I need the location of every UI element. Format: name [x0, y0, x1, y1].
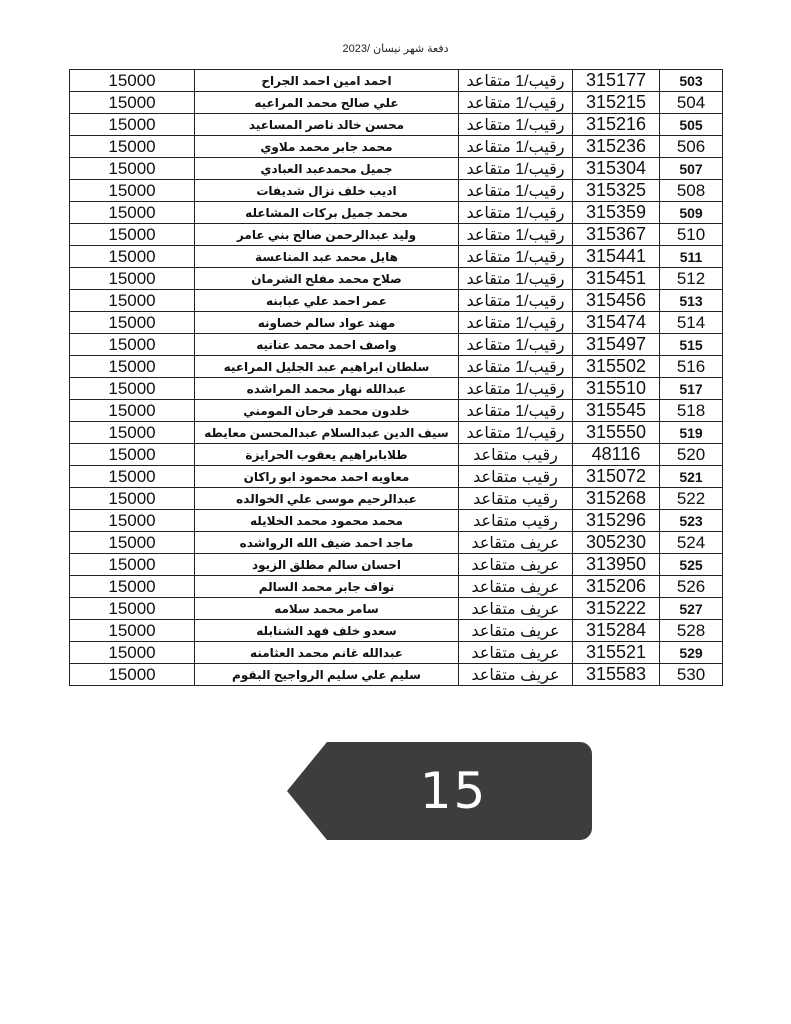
amount-cell: 15000: [70, 246, 195, 268]
id-cell: 315325: [573, 180, 660, 202]
name-cell: عبدالله غانم محمد العثامنه: [195, 642, 459, 664]
id-cell: 315451: [573, 268, 660, 290]
table-row: [70, 422, 723, 444]
rank-cell: عريف متقاعد: [459, 598, 573, 620]
amount-cell: 15000: [70, 202, 195, 224]
rank-cell: رقيب/1 متقاعد: [459, 114, 573, 136]
seq-cell: 507: [660, 158, 723, 180]
amount-cell: 15000: [70, 378, 195, 400]
id-cell: 315268: [573, 488, 660, 510]
amount-cell: 15000: [70, 466, 195, 488]
amount-cell: 15000: [70, 114, 195, 136]
id-cell: 315177: [573, 70, 660, 92]
seq-cell: 527: [660, 598, 723, 620]
table-row: [70, 444, 723, 466]
name-cell: اديب خلف نزال شديفات: [195, 180, 459, 202]
amount-cell: 15000: [70, 444, 195, 466]
table-row: [70, 268, 723, 290]
name-cell: محسن خالد ناصر المساعيد: [195, 114, 459, 136]
name-cell: سليم علي سليم الرواجيح البقوم: [195, 664, 459, 686]
amount-cell: 15000: [70, 180, 195, 202]
name-cell: معاويه احمد محمود ابو راكان: [195, 466, 459, 488]
id-cell: 305230: [573, 532, 660, 554]
rank-cell: عريف متقاعد: [459, 576, 573, 598]
amount-cell: 15000: [70, 158, 195, 180]
amount-cell: 15000: [70, 510, 195, 532]
table-row: [70, 356, 723, 378]
seq-cell: 521: [660, 466, 723, 488]
table-row: [70, 202, 723, 224]
name-cell: سعدو خلف فهد الشنابله: [195, 620, 459, 642]
name-cell: سلطان ابراهيم عبد الجليل المراعيه: [195, 356, 459, 378]
seq-cell: 505: [660, 114, 723, 136]
rank-cell: رقيب/1 متقاعد: [459, 290, 573, 312]
seq-cell: 506: [660, 136, 723, 158]
table-row: [70, 510, 723, 532]
seq-cell: 520: [660, 444, 723, 466]
name-cell: جميل محمدعبد العبادي: [195, 158, 459, 180]
name-cell: محمد جابر محمد ملاوي: [195, 136, 459, 158]
seq-cell: 509: [660, 202, 723, 224]
amount-cell: 15000: [70, 356, 195, 378]
seq-cell: 529: [660, 642, 723, 664]
amount-cell: 15000: [70, 92, 195, 114]
seq-cell: 519: [660, 422, 723, 444]
rank-cell: رقيب متقاعد: [459, 510, 573, 532]
amount-cell: 15000: [70, 136, 195, 158]
id-cell: 315367: [573, 224, 660, 246]
seq-cell: 510: [660, 224, 723, 246]
table-row: [70, 532, 723, 554]
table-row: [70, 92, 723, 114]
rank-cell: رقيب/1 متقاعد: [459, 334, 573, 356]
page-title: دفعة شهر نيسان /2023: [342, 43, 449, 55]
table-row: [70, 466, 723, 488]
id-cell: 315359: [573, 202, 660, 224]
id-cell: 315206: [573, 576, 660, 598]
seq-cell: 512: [660, 268, 723, 290]
rank-cell: رقيب/1 متقاعد: [459, 202, 573, 224]
table-row: [70, 554, 723, 576]
table-row: [70, 180, 723, 202]
id-cell: 315215: [573, 92, 660, 114]
id-cell: 315296: [573, 510, 660, 532]
table-row: [70, 246, 723, 268]
rank-cell: رقيب/1 متقاعد: [459, 356, 573, 378]
table-row: [70, 378, 723, 400]
amount-cell: 15000: [70, 268, 195, 290]
id-cell: 315236: [573, 136, 660, 158]
table-row: [70, 224, 723, 246]
seq-cell: 511: [660, 246, 723, 268]
seq-cell: 525: [660, 554, 723, 576]
amount-cell: 15000: [70, 664, 195, 686]
seq-cell: 523: [660, 510, 723, 532]
rank-cell: رقيب/1 متقاعد: [459, 378, 573, 400]
id-cell: 313950: [573, 554, 660, 576]
id-cell: 315474: [573, 312, 660, 334]
rank-cell: رقيب/1 متقاعد: [459, 312, 573, 334]
id-cell: 48116: [573, 444, 660, 466]
amount-cell: 15000: [70, 576, 195, 598]
table-row: [70, 598, 723, 620]
rank-cell: عريف متقاعد: [459, 620, 573, 642]
table-row: [70, 312, 723, 334]
table-row: [70, 334, 723, 356]
name-cell: احسان سالم مطلق الزيود: [195, 554, 459, 576]
amount-cell: 15000: [70, 642, 195, 664]
seq-cell: 518: [660, 400, 723, 422]
id-cell: 315550: [573, 422, 660, 444]
seq-cell: 522: [660, 488, 723, 510]
name-cell: طلابابراهيم يعقوب الحرايزة: [195, 444, 459, 466]
seq-cell: 513: [660, 290, 723, 312]
table-row: [70, 400, 723, 422]
name-cell: محمد جميل بركات المشاعله: [195, 202, 459, 224]
seq-cell: 530: [660, 664, 723, 686]
name-cell: عبدالرحيم موسى علي الخوالده: [195, 488, 459, 510]
rank-cell: رقيب متقاعد: [459, 444, 573, 466]
amount-cell: 15000: [70, 312, 195, 334]
rank-cell: رقيب متقاعد: [459, 488, 573, 510]
table-row: [70, 290, 723, 312]
amount-cell: 15000: [70, 598, 195, 620]
name-cell: صلاح محمد مفلح الشرمان: [195, 268, 459, 290]
rank-cell: عريف متقاعد: [459, 554, 573, 576]
rank-cell: رقيب/1 متقاعد: [459, 92, 573, 114]
table-row: [70, 620, 723, 642]
id-cell: 315497: [573, 334, 660, 356]
id-cell: 315510: [573, 378, 660, 400]
seq-cell: 503: [660, 70, 723, 92]
amount-cell: 15000: [70, 334, 195, 356]
rank-cell: رقيب/1 متقاعد: [459, 246, 573, 268]
seq-cell: 515: [660, 334, 723, 356]
name-cell: وليد عبدالرحمن صالح بني عامر: [195, 224, 459, 246]
id-cell: 315521: [573, 642, 660, 664]
seq-cell: 526: [660, 576, 723, 598]
amount-cell: 15000: [70, 290, 195, 312]
rank-cell: رقيب/1 متقاعد: [459, 400, 573, 422]
name-cell: عبدالله نهار محمد المراشده: [195, 378, 459, 400]
rank-cell: عريف متقاعد: [459, 532, 573, 554]
name-cell: واصف احمد محمد عنانيه: [195, 334, 459, 356]
records-table: [69, 69, 723, 686]
table-row: [70, 114, 723, 136]
name-cell: سيف الدين عبدالسلام عبدالمحسن معايطه: [195, 422, 459, 444]
page-number: 15: [419, 762, 488, 820]
seq-cell: 516: [660, 356, 723, 378]
id-cell: 315072: [573, 466, 660, 488]
name-cell: نواف جابر محمد السالم: [195, 576, 459, 598]
amount-cell: 15000: [70, 488, 195, 510]
table-row: [70, 488, 723, 510]
name-cell: احمد امين احمد الجراح: [195, 70, 459, 92]
rank-cell: رقيب/1 متقاعد: [459, 180, 573, 202]
id-cell: 315222: [573, 598, 660, 620]
page-number-container: [287, 742, 592, 840]
id-cell: 315545: [573, 400, 660, 422]
rank-cell: رقيب/1 متقاعد: [459, 136, 573, 158]
id-cell: 315284: [573, 620, 660, 642]
id-cell: 315583: [573, 664, 660, 686]
seq-cell: 508: [660, 180, 723, 202]
id-cell: 315502: [573, 356, 660, 378]
name-cell: ماجد احمد ضيف الله الرواشده: [195, 532, 459, 554]
seq-cell: 504: [660, 92, 723, 114]
table-row: [70, 136, 723, 158]
seq-cell: 524: [660, 532, 723, 554]
name-cell: مهند عواد سالم خصاونه: [195, 312, 459, 334]
amount-cell: 15000: [70, 554, 195, 576]
table-row: [70, 576, 723, 598]
name-cell: محمد محمود محمد الخلايله: [195, 510, 459, 532]
seq-cell: 528: [660, 620, 723, 642]
id-cell: 315304: [573, 158, 660, 180]
table-row: [70, 664, 723, 686]
rank-cell: رقيب/1 متقاعد: [459, 422, 573, 444]
seq-cell: 517: [660, 378, 723, 400]
id-cell: 315456: [573, 290, 660, 312]
table-row: [70, 642, 723, 664]
rank-cell: رقيب متقاعد: [459, 466, 573, 488]
amount-cell: 15000: [70, 620, 195, 642]
table-row: [70, 158, 723, 180]
name-cell: هايل محمد عبد المناعسة: [195, 246, 459, 268]
amount-cell: 15000: [70, 532, 195, 554]
name-cell: سامر محمد سلامه: [195, 598, 459, 620]
rank-cell: عريف متقاعد: [459, 664, 573, 686]
rank-cell: رقيب/1 متقاعد: [459, 158, 573, 180]
amount-cell: 15000: [70, 224, 195, 246]
seq-cell: 514: [660, 312, 723, 334]
amount-cell: 15000: [70, 400, 195, 422]
amount-cell: 15000: [70, 422, 195, 444]
rank-cell: رقيب/1 متقاعد: [459, 70, 573, 92]
id-cell: 315216: [573, 114, 660, 136]
rank-cell: رقيب/1 متقاعد: [459, 224, 573, 246]
amount-cell: 15000: [70, 70, 195, 92]
table-row: [70, 70, 723, 92]
rank-cell: رقيب/1 متقاعد: [459, 268, 573, 290]
name-cell: عمر احمد علي عبابنه: [195, 290, 459, 312]
id-cell: 315441: [573, 246, 660, 268]
rank-cell: عريف متقاعد: [459, 642, 573, 664]
name-cell: خلدون محمد فرحان المومني: [195, 400, 459, 422]
name-cell: علي صالح محمد المراعيه: [195, 92, 459, 114]
